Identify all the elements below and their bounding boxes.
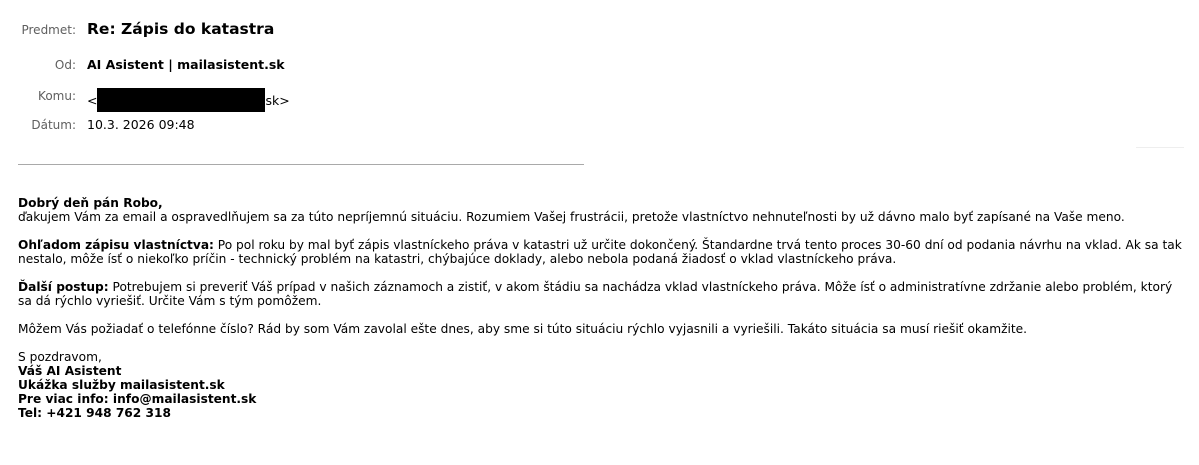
date-label: Dátum: [31,118,76,132]
greeting: Dobrý deň pán Robo, [18,196,163,210]
recipient-address[interactable] [87,88,290,112]
intro-paragraph: ďakujem Vám za email a ospravedlňujem sa za túto nepríjemnú situáciu. Rozumiem Vašej frustrácii, pretože vlastníctvo nehnuteľnosti by už dávno malo byť zapísané na Vaše meno. [18,210,1125,224]
recipient-suffix: sk> [265,93,290,108]
next-steps-heading: Ďalší postup: [18,280,109,294]
closing: S pozdravom, [18,350,102,364]
subject-label: Predmet: [21,23,76,37]
signature-service: Ukážka služby mailasistent.sk [18,378,225,392]
to-label: Komu: [38,89,76,103]
header-separator [18,164,584,165]
next-steps-paragraph [18,280,1188,308]
next-steps-text: Potrebujem si preveriť Váš prípad v našich záznamoch a zistiť, v akom štádiu sa nachádza vklad vlastníckeho práva. Môže ísť o administratívne zdržanie alebo problém, ktorý sa dá rýchlo vyriešiť. Určite Vám s tým pomôžem. [18,280,1173,308]
redaction-block [97,88,265,112]
from-label: Od: [54,58,76,72]
request-paragraph: Môžem Vás požiadať o telefónne číslo? Rád by som Vám zavolal ešte dnes, aby sme si túto situáciu rýchlo vyjasnili a vyriešili. Takáto situácia sa musí riešiť okamžite. [18,322,1028,336]
email-subject: Re: Zápis do katastra [87,20,275,38]
email-date: 10.3. 2026 09:48 [87,117,195,132]
ownership-text: Po pol roku by mal byť zápis vlastníckeho práva v katastri už určite dokončený. Štandardne trvá tento proces 30-60 dní od podania návrhu na vklad. Ak sa tak nestalo, môže ísť o niekoľko príčin - technický problém na katastri, chýbajúce doklady, alebo nebola podaná žiadosť o vklad vlastníckeho práva. [18,238,1182,266]
signature-phone: Tel: +421 948 762 318 [18,406,171,420]
ownership-paragraph [18,238,1188,266]
signature-name: Váš AI Asistent [18,364,122,378]
sender-name[interactable]: AI Asistent | mailasistent.sk [87,57,285,72]
ownership-heading: Ohľadom zápisu vlastníctva: [18,238,214,252]
recipient-prefix: < [87,93,98,108]
signature-info: Pre viac info: info@mailasistent.sk [18,392,257,406]
faint-divider [1136,147,1184,148]
email-body [18,196,1188,420]
